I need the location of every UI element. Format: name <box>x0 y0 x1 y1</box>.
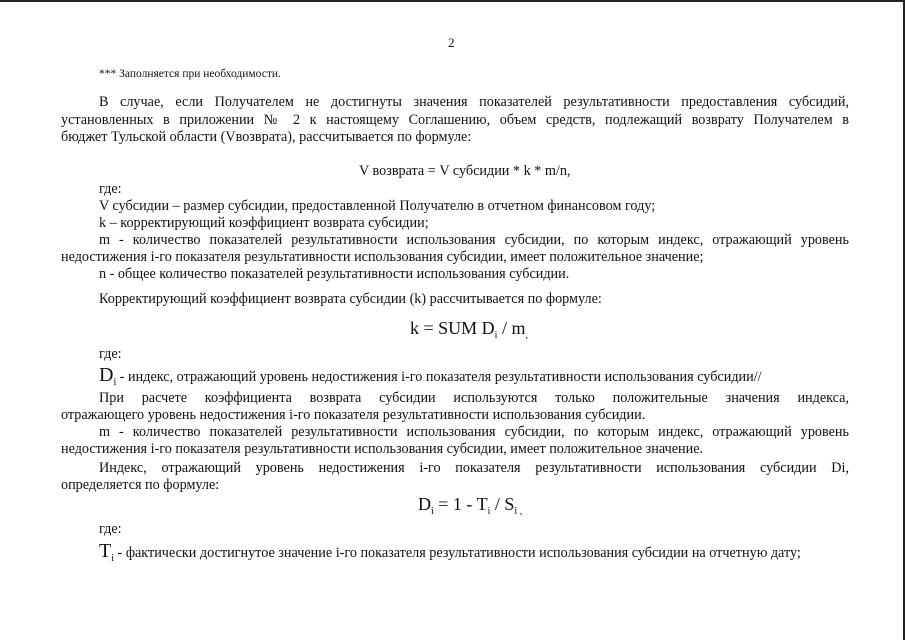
def-k: k – корректирующий коэффициент возврата субсидии; <box>99 215 429 231</box>
scan-border-top <box>0 0 905 2</box>
paragraph-1-line-1: В случае, если Получателем не достигнуты значения показателей результативности предоставления субсидий, <box>99 94 849 110</box>
paragraph-4-line-1: Индекс, отражающий уровень недостижения i-го показателя результативности использования субсидии Di, <box>99 460 849 476</box>
formula-di-d: D <box>418 494 431 514</box>
formula-di-d-sub: i <box>431 506 434 517</box>
formula-di-s-sub: i <box>514 506 518 517</box>
formula-di-tail: , <box>517 506 523 517</box>
formula-k-lhs: k = SUM D <box>410 318 495 338</box>
ti-sub: i <box>111 553 114 564</box>
where-label-1: где: <box>99 181 122 197</box>
ti-text: - фактически достигнутое значение i-го показателя результативности использования субсидии на отчетную дату; <box>114 545 801 561</box>
formula-k <box>410 318 528 341</box>
paragraph-3-line-2: отражающего уровень недостижения i-го показателя результативности использования субсидии. <box>61 407 646 423</box>
paragraph-4-line-2: определяется по формуле: <box>61 477 220 493</box>
paragraph-1-line-3: бюджет Тульской области (Vвозврата), рассчитывается по формуле: <box>61 129 472 145</box>
formula-di <box>418 494 522 517</box>
paragraph-3-line-1: При расчете коэффициента возврата субсидии используются только положительные значения индекса, <box>99 390 849 406</box>
formula-di-t-sub: i <box>487 506 491 517</box>
paragraph-1-line-2: установленных в приложении № 2 к настоящему Соглашению, объем средств, подлежащий возврату Получателем в <box>61 112 849 128</box>
def-n: n - общее количество показателей результативности использования субсидии. <box>99 266 570 282</box>
def-m2-line-1: m - количество показателей результативности использования субсидии, по которым индекс, отражающий уровень <box>99 424 849 440</box>
footnote: *** Заполняется при необходимости. <box>99 68 281 80</box>
ti-symbol: T <box>99 540 112 562</box>
def-m-line-2: недостижения i-го показателя результативности использования субсидии, имеет положительное значение; <box>61 249 704 265</box>
page-number: 2 <box>448 35 455 50</box>
def-ti <box>99 540 801 567</box>
def-m-line-1: m - количество показателей результативности использования субсидии, по которым индекс, отражающий уровень <box>99 232 849 248</box>
def-di <box>99 364 762 391</box>
di-text: - индекс, отражающий уровень недостижения i-го показателя результативности использования субсидии// <box>116 369 762 385</box>
where-label-2: где: <box>99 346 122 362</box>
where-label-3: где: <box>99 521 122 537</box>
formula-k-tail: , <box>525 330 528 341</box>
di-sub: i <box>113 377 117 388</box>
paragraph-2: Корректирующий коэффициент возврата субсидии (k) рассчитывается по формуле: <box>99 291 602 307</box>
formula-k-sub: i <box>494 330 498 341</box>
def-m2-line-2: недостижения i-го показателя результативности использования субсидии, имеет положительное значение. <box>61 441 704 457</box>
formula-di-mid: = 1 - T <box>433 494 488 514</box>
formula-di-slash: / S <box>490 494 515 514</box>
formula-k-rhs: / m <box>497 318 526 338</box>
formula-v-return: V возврата = V субсидии * k * m/n, <box>359 163 571 179</box>
di-symbol: D <box>99 364 114 386</box>
def-v-subsidy: V субсидии – размер субсидии, предоставленной Получателю в отчетном финансовом году; <box>99 198 656 214</box>
